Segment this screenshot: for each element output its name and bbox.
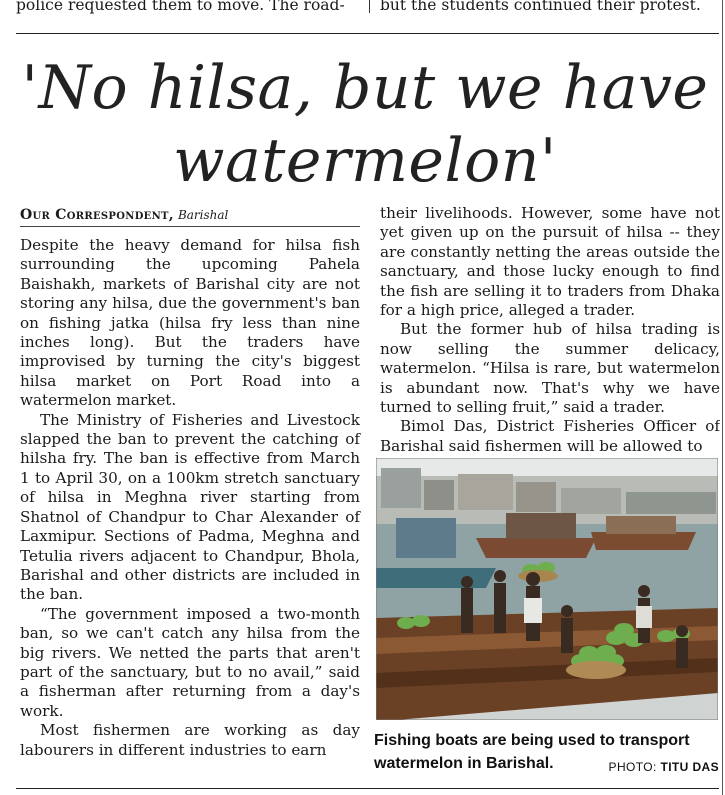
news-photo	[376, 458, 718, 720]
paragraph: Bimol Das, District Fisheries Officer of Barishal said fishermen will be allowed to	[380, 417, 720, 455]
article-column-right	[380, 204, 720, 458]
byline	[20, 207, 228, 223]
article-column-left	[20, 236, 360, 760]
paragraph: their livelihoods. However, some have not yet given up on the pursuit of hilsa -- they are constantly netting the areas outside the sanctuary, and those lucky enough to find the fish are selling it to traders from Dhaka for a high price, alleged a trader.	[380, 204, 720, 320]
paragraph: Despite the heavy demand for hilsa fish surrounding the upcoming Pahela Baishakh, markets of Barishal city are not storing any hilsa, due the government's ban on fishing jatka (hilsa fry less than nine inches long). But the traders have improvised by turning the city's biggest hilsa market on Port Road into a watermelon market.	[20, 236, 360, 410]
byline-rule	[20, 226, 360, 227]
page-edge-rule	[722, 0, 723, 795]
byline-author: Our Correspondent,	[20, 207, 174, 223]
paragraph: Most fishermen are working as day labourers in different industries to earn	[20, 721, 360, 759]
boats-watermelon-illustration	[376, 458, 718, 720]
paragraph: “The government imposed a two-month ban, so we can't catch any hilsa from the big rivers. We netted the parts that aren't part of the sanctuary, but to no avail,” said a fisherman after returning from a day's work.	[20, 604, 360, 720]
photo-credit	[609, 760, 719, 774]
fragment-right-line: but the students continued their protest.	[380, 0, 701, 14]
column-divider	[369, 0, 370, 13]
photo-credit-label: PHOTO:	[608, 760, 657, 774]
previous-article-fragment	[0, 0, 725, 19]
byline-location: Barishal	[177, 208, 229, 222]
fragment-left-line: police requested them to move. The road-	[16, 0, 345, 14]
paragraph: The Ministry of Fisheries and Livestock slapped the ban to prevent the catching of hilsha fry. The ban is effective from March 1 to April 30, on a 100km stretch sanctuary of hilsa in Meghna river starting from Shatnol of Chandpur to Char Alexander of Laxmipur. Sections of Padma, Meghna and Tetulia rivers adjacent to Chandpur, Bhola, Barishal and other districts are included in the ban.	[20, 410, 360, 604]
article-headline	[10, 52, 720, 198]
top-rule	[16, 33, 719, 34]
headline-line-1: 'No hilsa, but we have	[21, 53, 709, 123]
photo-credit-name: TITU DAS	[660, 760, 719, 774]
paragraph: But the former hub of hilsa trading is now selling the summer delicacy, watermelon. “Hilsa is rare, but watermelon is abundant now. That's why we have turned to selling fruit,” said a trader.	[380, 320, 720, 417]
photo-caption: Fishing boats are being used to transport watermelon in Barishal.	[374, 732, 690, 772]
bottom-rule	[16, 788, 719, 789]
headline-line-2: watermelon'	[173, 126, 557, 196]
